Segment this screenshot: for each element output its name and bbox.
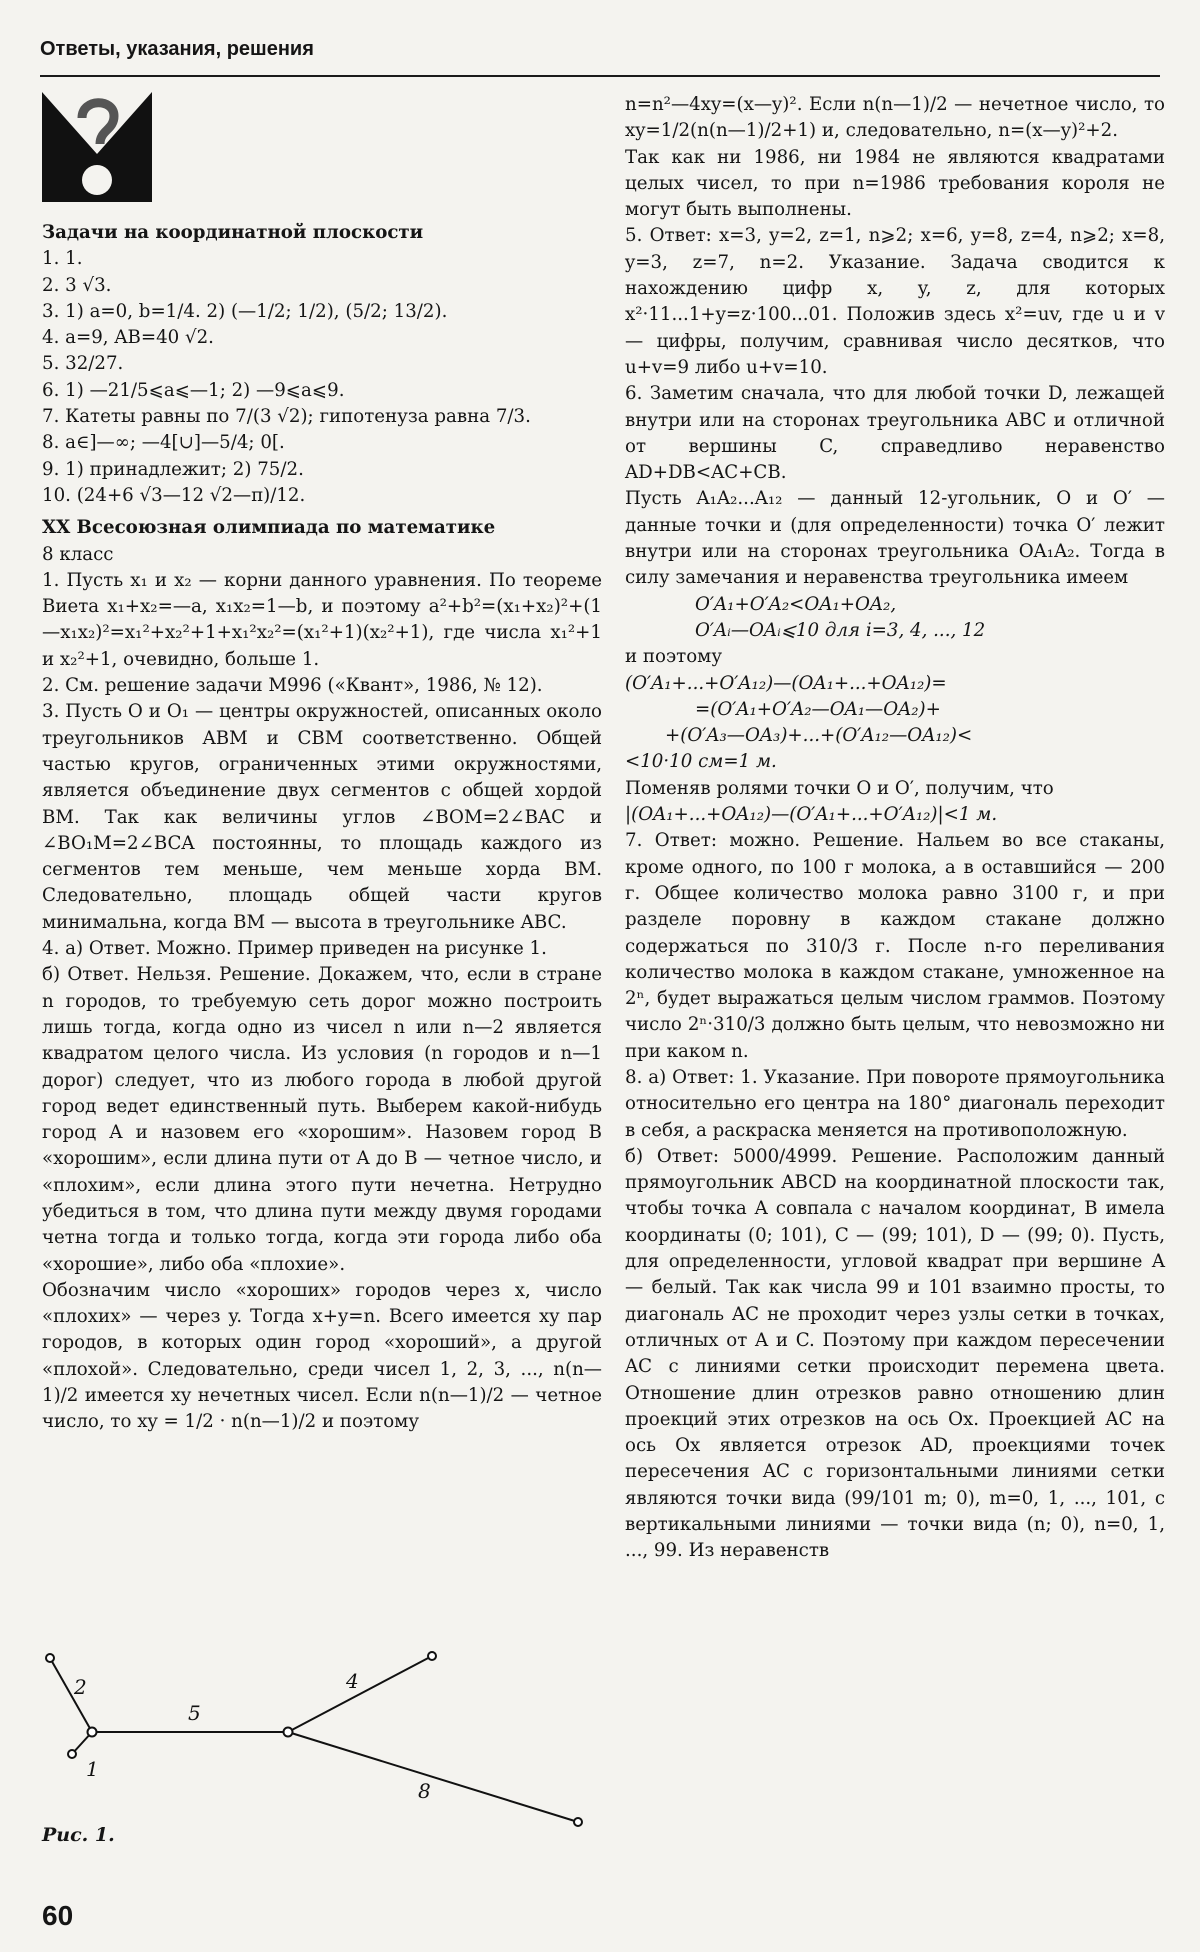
- figure-1-graph: [40, 1650, 600, 1850]
- solution-7: 7. Ответ: можно. Решение. Нальем во все стаканы, кроме одного, по 100 г молока, а в оставшийся — 200 г. Общее количество молока равно 3100 г, и при разделе поровну в каждом стакане должно содержаться по 310/3 г. После n-го переливания количество молока в каждом стакане, умноженное на 2ⁿ, будет выражаться целым числом граммов. Поэтому число 2ⁿ·310/3 должно быть целым, что невозможно ни при каком n.: [625, 830, 1165, 1062]
- answer-4: 4. a=9, AB=40 √2.: [42, 327, 214, 349]
- question-mark-logo-icon: [42, 92, 152, 202]
- swap-note: Поменяв ролями точки O и O′, получим, что: [625, 777, 1054, 799]
- sum-line-3: +(O′A₃—OA₃)+...+(O′A₁₂—OA₁₂)<: [665, 725, 973, 747]
- answer-1: 1. 1.: [42, 248, 83, 270]
- answer-2: 2. 3 √3.: [42, 274, 112, 296]
- solution-8b: б) Ответ: 5000/4999. Решение. Расположим данный прямоугольник ABCD на координатной плоскости так, чтобы точка A совпала с началом координат, B имела координаты (0; 101), C — (99; 101), D — (99; 0). Пусть, для определенности, угловой квадрат при вершине A — белый. Так как числа 99 и 101 взаимно просты, то диагональ AC не проходит через узлы сетки в точках, отличных от A и C. Поэтому при каждом пересечении AC с линиями сетки происходит перемена цвета. Отношение длин отрезков равно отношению длин проекций этих отрезков на ось Ox. Проекцией AC на ось Ox является отрезок AD, проекциями точек пересечения AC с горизонтальными линиями сетки являются точки вида (99/101 m; 0), m=0, 1, ..., 101, с вертикальными линиями — точки вида (n; 0), n=0, 1, ..., 99. Из неравенств: [625, 1145, 1165, 1562]
- inequality-2: O′Aᵢ—OAᵢ⩽10 для i=3, 4, ..., 12: [695, 619, 986, 641]
- answer-10: 10. (24+6 √3—12 √2—π)/12.: [42, 484, 306, 506]
- node: [284, 1728, 293, 1737]
- abs-inequality: |(OA₁+...+OA₁₂)—(O′A₁+...+O′A₁₂)|<1 м.: [625, 804, 998, 826]
- node: [68, 1750, 76, 1758]
- solution-4b: б) Ответ. Нельзя. Решение. Докажем, что, если в стране n городов, то требуемую сеть дорог можно построить лишь тогда, когда одно из чисел n или n—2 является квадратом целого числа. Из условия (n городов и n—1 дорог) следует, что из любого города в любой другой город ведет единственный путь. Выберем какой-нибудь город A и назовем его «хорошим». Назовем город B «хорошим», если длина пути от A до B — четное число, и «плохим», если длина этого пути нечетна. Нетрудно убедиться в том, что длина пути между двумя городами четна тогда и только тогда, когда эти города либо оба «хорошие», либо оба «плохие».: [42, 964, 602, 1275]
- solution-5: 5. Ответ: x=3, y=2, z=1, n⩾2; x=6, y=8, z=4, n⩾2; x=8, y=3, z=7, n=2. Указание. Задача сводится к нахождению цифр x, y, z, для которых x²·11...1+y=z·100...01. Положив здесь x²=uv, где u и v — цифры, получим, сравнивая число десятков, что u+v=9 либо u+v=10.: [625, 225, 1165, 378]
- answer-7: 7. Катеты равны по 7/(3 √2); гипотенуза равна 7/3.: [42, 406, 531, 428]
- answer-6: 6. 1) —21/5⩽a⩽—1; 2) —9⩽a⩽9.: [42, 379, 345, 401]
- running-header: Ответы, указания, решения: [40, 38, 314, 60]
- sum-line-4: <10·10 см=1 м.: [625, 751, 777, 773]
- answer-3: 3. 1) a=0, b=1/4. 2) (—1/2; 1/2), (5/2; 13/2).: [42, 300, 448, 322]
- solution-6-cont: Пусть A₁A₂...A₁₂ — данный 12-угольник, O и O′ — данные точки и (для определенности) точка O′ лежит внутри или на сторонах треугольника OA₁A₂. Тогда в силу замечания и неравенства треугольника имеем: [625, 488, 1165, 589]
- edge-label-8: 8: [418, 1779, 431, 1803]
- section-title: Задачи на координатной плоскости: [42, 222, 424, 243]
- right-column: [625, 92, 1165, 1565]
- edge-8: [288, 1732, 578, 1822]
- answer-9: 9. 1) принадлежит; 2) 75/2.: [42, 458, 304, 480]
- edge-label-4: 4: [346, 1669, 359, 1693]
- header-rule: [40, 75, 1160, 77]
- edge-label-1: 1: [86, 1757, 99, 1781]
- answer-8: 8. a∈]—∞; —4[∪]—5/4; 0[.: [42, 432, 285, 454]
- solution-4a: 4. а) Ответ. Можно. Пример приведен на рисунке 1.: [42, 938, 547, 960]
- sum-line-1: (O′A₁+...+O′A₁₂)—(OA₁+...+OA₁₂)=: [625, 672, 947, 694]
- solution-4b-end: n=n²—4xy=(x—y)². Если n(n—1)/2 — нечетное число, то xy=1/2(n(n—1)/2+1) и, следовательно, n=(x—y)²+2.: [625, 94, 1165, 142]
- grade-label: 8 класс: [42, 543, 114, 565]
- figure-caption: Рис. 1.: [42, 1824, 115, 1846]
- solution-8a: 8. а) Ответ: 1. Указание. При повороте прямоугольника относительно его центра на 180° диагональ переходит в себя, а раскраска меняется на противоположную.: [625, 1066, 1165, 1141]
- olympiad-title: XX Всесоюзная олимпиада по математике: [42, 517, 496, 539]
- node: [46, 1654, 54, 1662]
- solution-3: 3. Пусть O и O₁ — центры окружностей, описанных около треугольников ABM и CBM соответственно. Общей частью кругов, ограниченных этими окружностями, является объединение двух сегментов с общей хордой BM. Так как величины углов ∠BOM=2∠BAC и ∠BO₁M=2∠BCA постоянны, то площадь каждого из сегментов тем меньше, чем меньше хорда BM. Следовательно, площадь общей части кругов минимальна, когда BM — высота в треугольнике ABC.: [42, 701, 602, 933]
- and-therefore: и поэтому: [625, 646, 723, 668]
- node: [88, 1728, 97, 1737]
- page-number: 60: [42, 1900, 74, 1931]
- edge-label-5: 5: [188, 1701, 201, 1725]
- sum-line-2: =(O′A₁+O′A₂—OA₁—OA₂)+: [695, 698, 941, 720]
- node: [574, 1818, 582, 1826]
- solution-2: 2. См. решение задачи М996 («Квант», 1986, № 12).: [42, 675, 543, 697]
- answer-5: 5. 32/27.: [42, 353, 124, 375]
- solution-1: 1. Пусть x₁ и x₂ — корни данного уравнения. По теореме Виета x₁+x₂=—a, x₁x₂=1—b, и поэтому a²+b²=(x₁+x₂)²+(1—x₁x₂)²=x₁²+x₂²+1+x₁²x₂²=(x₁²+1)(x₂²+1), где числа x₁²+1 и x₂²+1, очевидно, больше 1.: [42, 569, 602, 670]
- node: [428, 1652, 436, 1660]
- edge-4: [288, 1656, 432, 1732]
- left-column: [42, 220, 602, 1436]
- solution-6: 6. Заметим сначала, что для любой точки D, лежащей внутри или на сторонах треугольника ABC и отличной от вершины C, справедливо неравенство AD+DB<AC+CB.: [625, 383, 1165, 484]
- solution-4b-cont: Обозначим число «хороших» городов через x, число «плохих» — через y. Тогда x+y=n. Всего имеется xy пар городов, в которых один город «хороший», а другой «плохой». Следовательно, среди чисел 1, 2, 3, ..., n(n—1)/2 имеется xy нечетных чисел. Если n(n—1)/2 — четное число, то xy = 1/2 · n(n—1)/2 и поэтому: [42, 1279, 602, 1433]
- inequality-1: O′A₁+O′A₂<OA₁+OA₂,: [695, 593, 897, 615]
- king-conclusion: Так как ни 1986, ни 1984 не являются квадратами целых чисел, то при n=1986 требования короля не могут быть выполнены.: [625, 146, 1165, 221]
- edge-label-2: 2: [74, 1675, 87, 1699]
